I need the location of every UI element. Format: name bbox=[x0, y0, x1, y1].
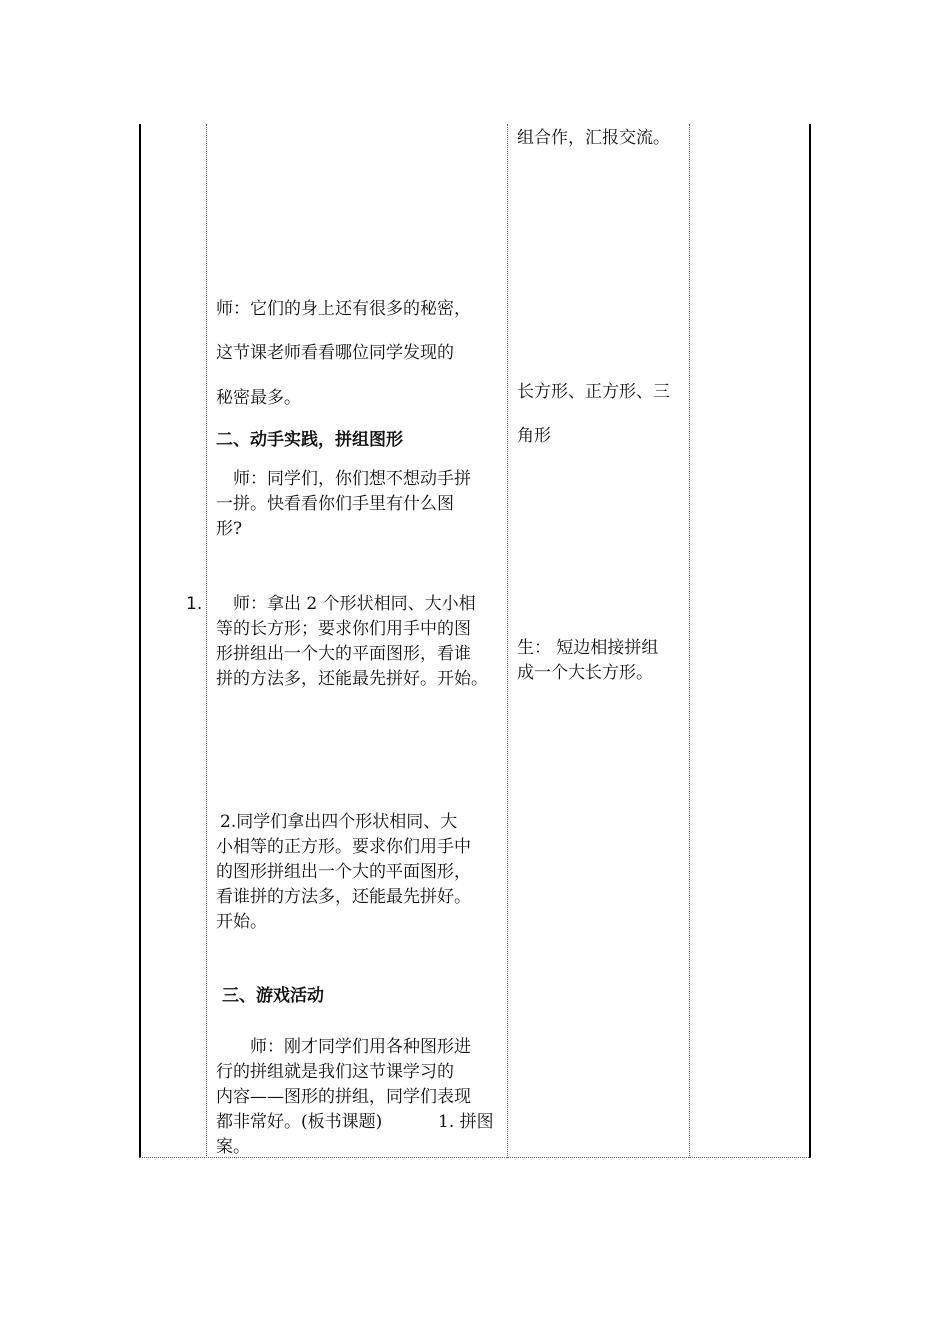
section-heading: 二、动手实践，拼组图形 bbox=[216, 430, 403, 450]
task-line: 开始。 bbox=[216, 912, 267, 932]
teacher-line: 师：同学们，你们想不想动手拼 bbox=[233, 469, 471, 489]
game-line-number: 1. 拼图 bbox=[438, 1112, 494, 1132]
student-line: 组合作，汇报交流。 bbox=[517, 128, 670, 148]
teacher-line: 一拼。快看看你们手里有什么图 bbox=[216, 494, 454, 514]
task-line: 小相等的正方形。要求你们用手中 bbox=[216, 837, 471, 857]
game-line: 案。 bbox=[216, 1137, 250, 1157]
task-line: 师：拿出 2 个形状相同、大小相 bbox=[233, 594, 476, 614]
game-line: 行的拼组就是我们这节课学习的 bbox=[216, 1062, 454, 1082]
teacher-line: 形? bbox=[216, 519, 243, 539]
task-line: 形拼组出一个大的平面图形，看谁 bbox=[216, 644, 471, 664]
table-right-border bbox=[809, 124, 811, 1158]
teacher-line: 这节课老师看看哪位同学发现的 bbox=[216, 343, 454, 363]
game-line: 师：刚才同学们用各种图形进 bbox=[250, 1037, 471, 1057]
task-line: 的图形拼组出一个大的平面图形， bbox=[216, 862, 471, 882]
section-heading: 三、游戏活动 bbox=[222, 986, 324, 1006]
student-line: 生： 短边相接拼组 bbox=[517, 638, 659, 658]
student-line: 长方形、正方形、三 bbox=[517, 382, 670, 402]
game-line: 内容——图形的拼组，同学们表现 bbox=[216, 1087, 471, 1107]
column-divider-3 bbox=[689, 124, 690, 1158]
student-line: 角形 bbox=[517, 426, 551, 446]
task-line: 等的长方形；要求你们用手中的图 bbox=[216, 619, 471, 639]
game-line: 都非常好。(板书课题) bbox=[216, 1112, 383, 1132]
step-number: 1. bbox=[186, 594, 203, 614]
task-line: 2.同学们拿出四个形状相同、大 bbox=[220, 812, 458, 832]
teacher-line: 秘密最多。 bbox=[216, 388, 301, 408]
column-divider-1 bbox=[206, 124, 207, 1158]
column-divider-2 bbox=[507, 124, 508, 1158]
student-line: 成一个大长方形。 bbox=[517, 663, 653, 683]
teacher-line: 师：它们的身上还有很多的秘密， bbox=[216, 299, 471, 319]
table-left-border bbox=[139, 124, 141, 1158]
task-line: 拼的方法多，还能最先拼好。开始。 bbox=[216, 669, 488, 689]
task-line: 看谁拼的方法多，还能最先拼好。 bbox=[216, 887, 471, 907]
